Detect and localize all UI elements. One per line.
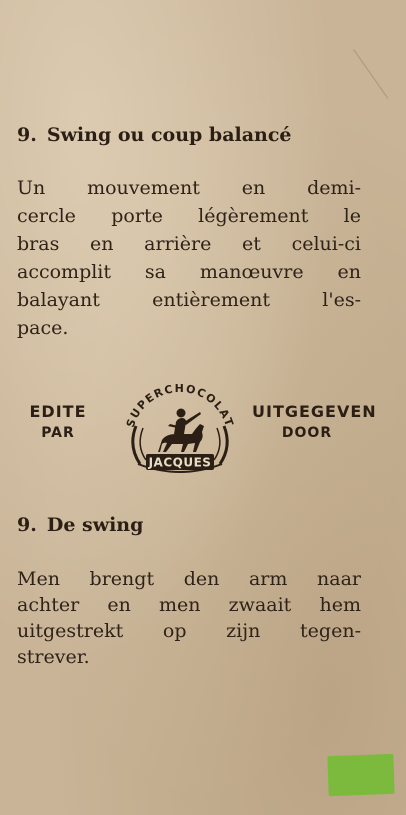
horse-rider-icon (158, 409, 204, 453)
door-label: DOOR (281, 425, 333, 441)
dutch-line: uitgestrekt op zijn tegen- (17, 620, 361, 642)
dutch-heading-number: 9. (17, 514, 37, 536)
dutch-line: Men brengt den arm naar (17, 568, 361, 590)
dutch-heading-title: De swing (46, 514, 144, 536)
jacques-logo-icon (110, 368, 250, 488)
french-heading-title: Swing ou coup balancé (46, 124, 292, 146)
dutch-paragraph (17, 566, 361, 670)
publisher-french-label (18, 402, 98, 441)
french-line: cercle porte légèrement le (17, 205, 361, 227)
french-line: balayant entièrement l'es- (17, 289, 361, 311)
paper-crease (353, 41, 400, 99)
logo-arc-text: SUPERCHOCOLAT (123, 381, 237, 430)
publisher-dutch-label (252, 402, 377, 441)
par-label: PAR (41, 425, 75, 441)
watermark-badge (327, 754, 394, 796)
french-line: pace. (17, 317, 69, 339)
french-heading-number: 9. (17, 124, 37, 146)
edite-label: EDITE (29, 402, 87, 421)
dutch-heading (17, 514, 143, 536)
french-line: bras en arrière et celui-ci (17, 233, 361, 255)
dutch-line: strever. (17, 646, 90, 668)
french-line: accomplit sa manœuvre en (17, 261, 361, 283)
logo-banner-text: JACQUES (148, 455, 212, 470)
french-heading (17, 124, 292, 146)
french-line: Un mouvement en demi- (17, 177, 361, 199)
dutch-line: achter en men zwaait hem (17, 594, 361, 616)
publisher-block (0, 368, 406, 488)
french-paragraph (17, 174, 361, 342)
uitgegeven-label: UITGEGEVEN (252, 402, 377, 421)
